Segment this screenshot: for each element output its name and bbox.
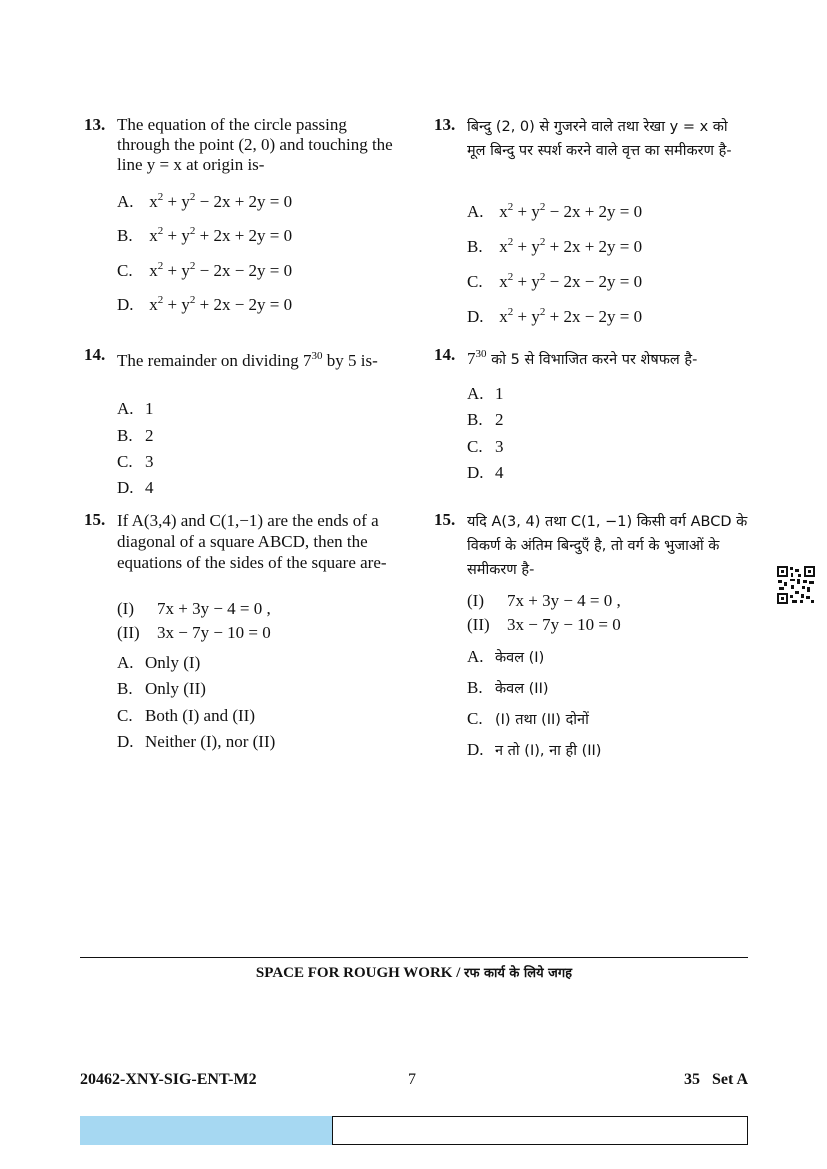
footer-box [332,1116,748,1145]
question-14-en [84,345,399,497]
question-text: The equation of the circle passing through the point (2, 0) and touching the line y = x at origin is- [117,115,393,174]
rough-work-divider [80,957,748,958]
option-d[interactable]: D. 4 [117,478,154,497]
option-a[interactable]: A. 1 [467,384,504,403]
statement-2: (II) 3x − 7y − 10 = 0 [117,623,271,642]
question-text: बिन्दु (2, 0) से गुजरने वाले तथा रेखा y = x को मूल बिन्दु पर स्पर्श करने वाले वृत्त का समीकरण है- [467,119,732,159]
set-label: 35 Set A [684,1071,748,1088]
rough-work-label: SPACE FOR ROUGH WORK / रफ कार्य के लिये जगह [255,965,573,981]
option-a[interactable]: A. $x^2 + y^2 - 2x + 2y = 0$ [117,191,293,211]
option-b[interactable]: B. केवल (II) [467,678,549,697]
question-15-en [84,510,399,751]
option-b[interactable]: B. 2 [467,410,504,429]
question-number: 15. [84,510,106,529]
option-b[interactable]: B. $x^2 + y^2 + 2x + 2y = 0$ [117,225,293,245]
option-d[interactable]: D. Neither (I), nor (II) [117,732,276,751]
option-b[interactable]: B. Only (II) [117,679,206,698]
question-13-en [84,115,399,314]
question-number: 14. [84,345,106,364]
question-text: यदि A(3, 4) तथा C(1, −1) किसी वर्ग ABCD के विकर्ण के अंतिम बिन्दुएँ है, तो वर्ग के भुजाओं के समीकरण है- [467,514,748,578]
option-a[interactable]: A. केवल (I) [467,647,545,666]
statement-1: (I) 7x + 3y − 4 = 0 , [467,591,621,610]
question-number: 13. [84,115,106,134]
question-13-hi [434,115,754,326]
question-number: 14. [434,345,456,364]
statement-1: (I) 7x + 3y − 4 = 0 , [117,599,271,618]
qr-code-icon [776,565,816,605]
paper-code: 20462-XNY-SIG-ENT-M2 [80,1071,257,1088]
footer-color-bar [80,1116,332,1145]
option-c[interactable]: C. $x^2 + y^2 - 2x - 2y = 0$ [117,260,293,280]
option-a[interactable]: A. $x^2 + y^2 - 2x + 2y = 0$ [467,201,643,221]
option-c[interactable]: C. (I) तथा (II) दोनों [467,709,589,728]
question-14-hi [434,345,754,482]
page-number: 7 [408,1071,416,1088]
option-a[interactable]: A. Only (I) [117,653,201,672]
option-c[interactable]: C. 3 [117,452,154,471]
question-number: 13. [434,115,456,134]
question-text: $7^{30}$ को 5 से विभाजित करने पर शेषफल है- [467,348,698,368]
option-c[interactable]: C. 3 [467,437,504,456]
option-c[interactable]: C. $x^2 + y^2 - 2x - 2y = 0$ [467,271,643,291]
option-c[interactable]: C. Both (I) and (II) [117,706,255,725]
question-15-hi [434,510,754,759]
option-d[interactable]: D. न तो (I), ना ही (II) [467,740,602,759]
question-text: If A(3,4) and C(1,−1) are the ends of a diagonal of a square ABCD, then the equations of the sides of the square are- [117,511,387,572]
option-a[interactable]: A. 1 [117,399,154,418]
option-d[interactable]: D. $x^2 + y^2 + 2x - 2y = 0$ [467,306,643,326]
option-d[interactable]: D. 4 [467,463,504,482]
question-number: 15. [434,510,456,529]
option-b[interactable]: B. $x^2 + y^2 + 2x + 2y = 0$ [467,236,643,256]
statement-2: (II) 3x − 7y − 10 = 0 [467,615,621,634]
option-b[interactable]: B. 2 [117,426,154,445]
option-d[interactable]: D. $x^2 + y^2 + 2x - 2y = 0$ [117,294,293,314]
question-text: The remainder on dividing $7^{30}$ by 5 is- [117,350,378,370]
